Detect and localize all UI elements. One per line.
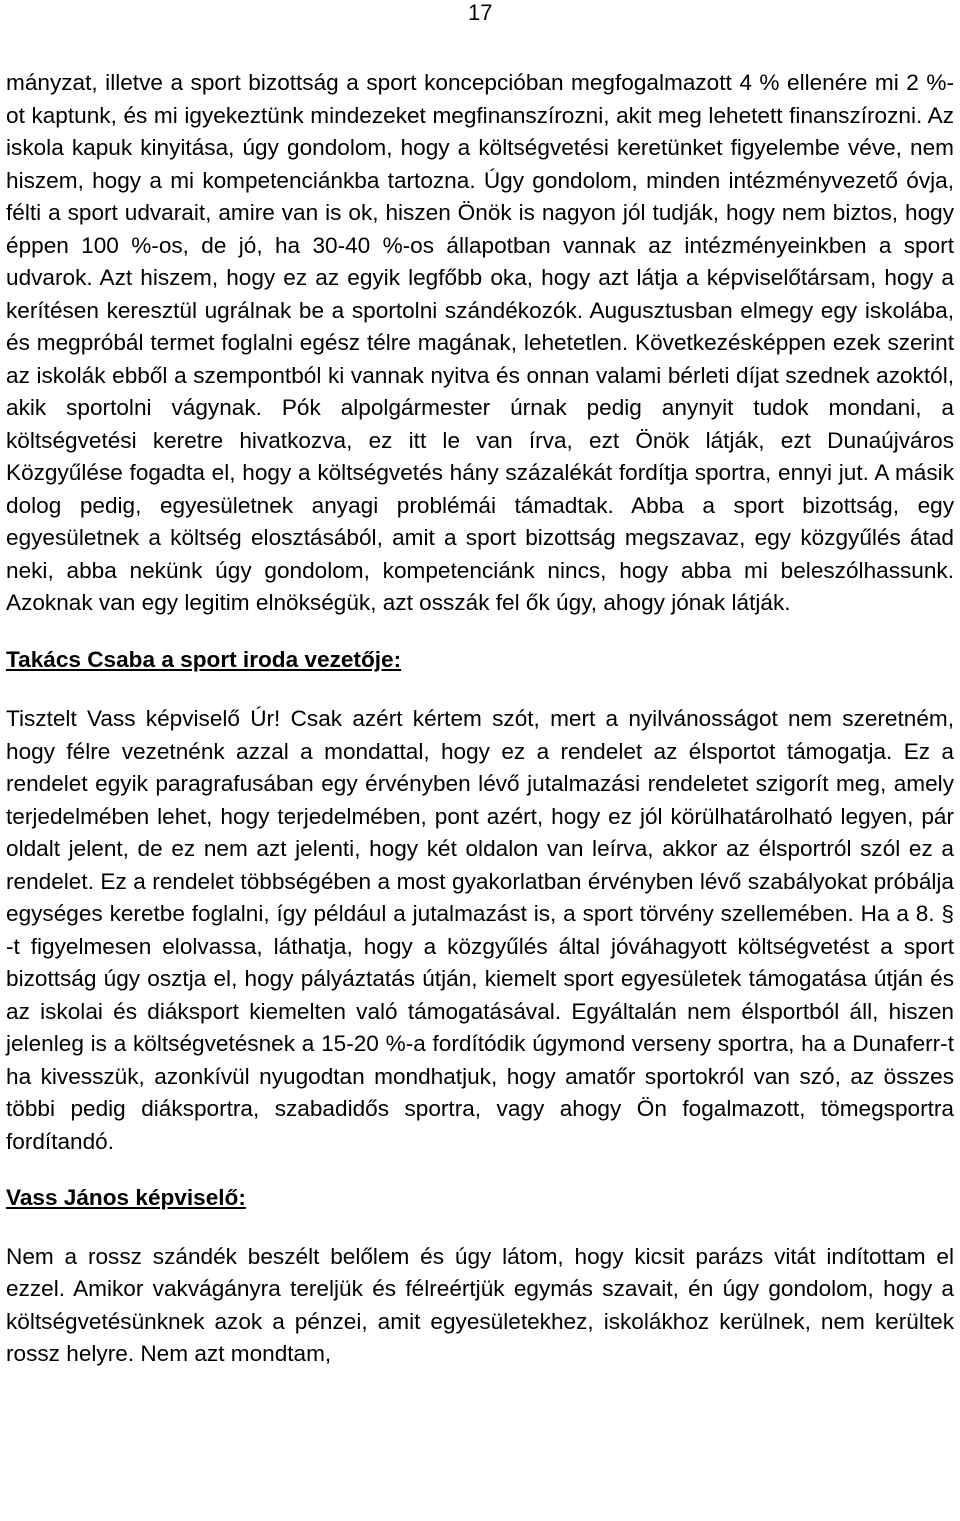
speaker-heading-vass: Vass János képviselő: [6,1185,246,1210]
paragraph-takacs-speech: Tisztelt Vass képviselő Úr! Csak azért kértem szót, mert a nyilvánosságot nem szeretném, hogy félre vezetnénk azzal a mondattal, hogy ez a rendelet az élsportot támogatja. Ez a rendelet egyik paragrafusában egy érvényben lévő jutalmazási rendeletet szigorít meg, amely terjedelmében lehet, hogy terjedelmében, pont azért, hogy ez jól körülhatárolható legyen, pár oldalt jelent, de ez nem azt jelenti, hogy két oldalon van leírva, akkor az élsportról szól ez a rendelet. Ez a rendelet többségében a most gyakorlatban érvényben lévő szabályokat próbálja egységes keretbe foglalni, így például a jutalmazást is, a sport törvény szellemében. Ha a 8. § -t figyelmesen elolvassa, láthatja, hogy a közgyűlés által jóváhagyott költségvetést a sport bizottság úgy osztja el, hogy pályáztatás útján, kiemelt sport egyesületek támogatása útján és az iskolai és diáksport kiemelten való támogatásával. Egyáltalán nem élsportból áll, hiszen jelenleg is a költségvetésnek a 15-20 %-a fordítódik úgymond verseny sportra, ha a Dunaferr-t ha kivesszük, azonkívül nyugodtan mondhatjuk, hogy amatőr sportokról van szó, az összes többi pedig diáksportra, szabadidős sportra, vagy ahogy Ön fogalmazott, tömegsportra fordítandó. [6,706,954,1154]
document-body [6,67,954,1371]
speaker-heading-takacs: Takács Csaba a sport iroda vezetője: [6,646,402,672]
paragraph-continuation: mányzat, illetve a sport bizottság a sport koncepcióban megfogalmazott 4 % ellenére mi 2 %-ot kaptunk, és mi igyekeztünk mindezeket megfinanszírozni, akit meg lehetett finanszírozni. Az iskola kapuk kinyitása, úgy gondolom, hogy a költségvetési keretünket figyelembe véve, nem hiszem, hogy a mi kompetenciánkba tartozna. Úgy gondolom, minden intézményvezető óvja, félti a sport udvarait, amire van is ok, hiszen Önök is nagyon jól tudják, hogy nem biztos, hogy éppen 100 %-os, de jó, ha 30-40 %-os állapotban vannak az intézményeinkben a sport udvarok. Azt hiszem, hogy ez az egyik legfőbb oka, hogy azt látja a képviselőtársam, hogy a kerítésen keresztül ugrálnak be a sportolni szándékozók. Augusztusban elmegy egy iskolába, és megpróbál termet foglalni egész télre magának, lehetetlen. Következésképpen ezek szerint az iskolák ebből a szempontból ki vannak nyitva és onnan valami bérleti díjat szednek azoktól, akik sportolni vágynak. Pók alpolgármester úrnak pedig anynyit tudok mondani, a költségvetési keretre hivatkozva, ez itt le van írva, ezt Önök látják, ezt Dunaújváros Közgyűlése fogadta el, hogy a költségvetés hány százalékát fordítja sportra, ennyi jut. A másik dolog pedig, egyesületnek anyagi problémái támadtak. Abba a sport bizottság, egy egyesületnek a költség elosztásából, amit a sport bizottság megszavaz, egy közgyűlés átad neki, abba nekünk úgy gondolom, kompetenciánk nincs, hogy abba mi beleszólhassunk. Azoknak van egy legitim elnökségük, azt osszák fel ők úgy, ahogy jónak látják. [6,70,954,615]
page-number: 17 [468,0,493,25]
paragraph-vass-speech: Nem a rossz szándék beszélt belőlem és úgy látom, hogy kicsit parázs vitát indítottam el ezzel. Amikor vakvágányra tereljük és félreértjük egymás szavait, én úgy gondolom, hogy a költségvetésünknek azok a pénzei, amit egyesületekhez, iskolákhoz kerülnek, nem kerültek rossz helyre. Nem azt mondtam, [6,1243,954,1366]
